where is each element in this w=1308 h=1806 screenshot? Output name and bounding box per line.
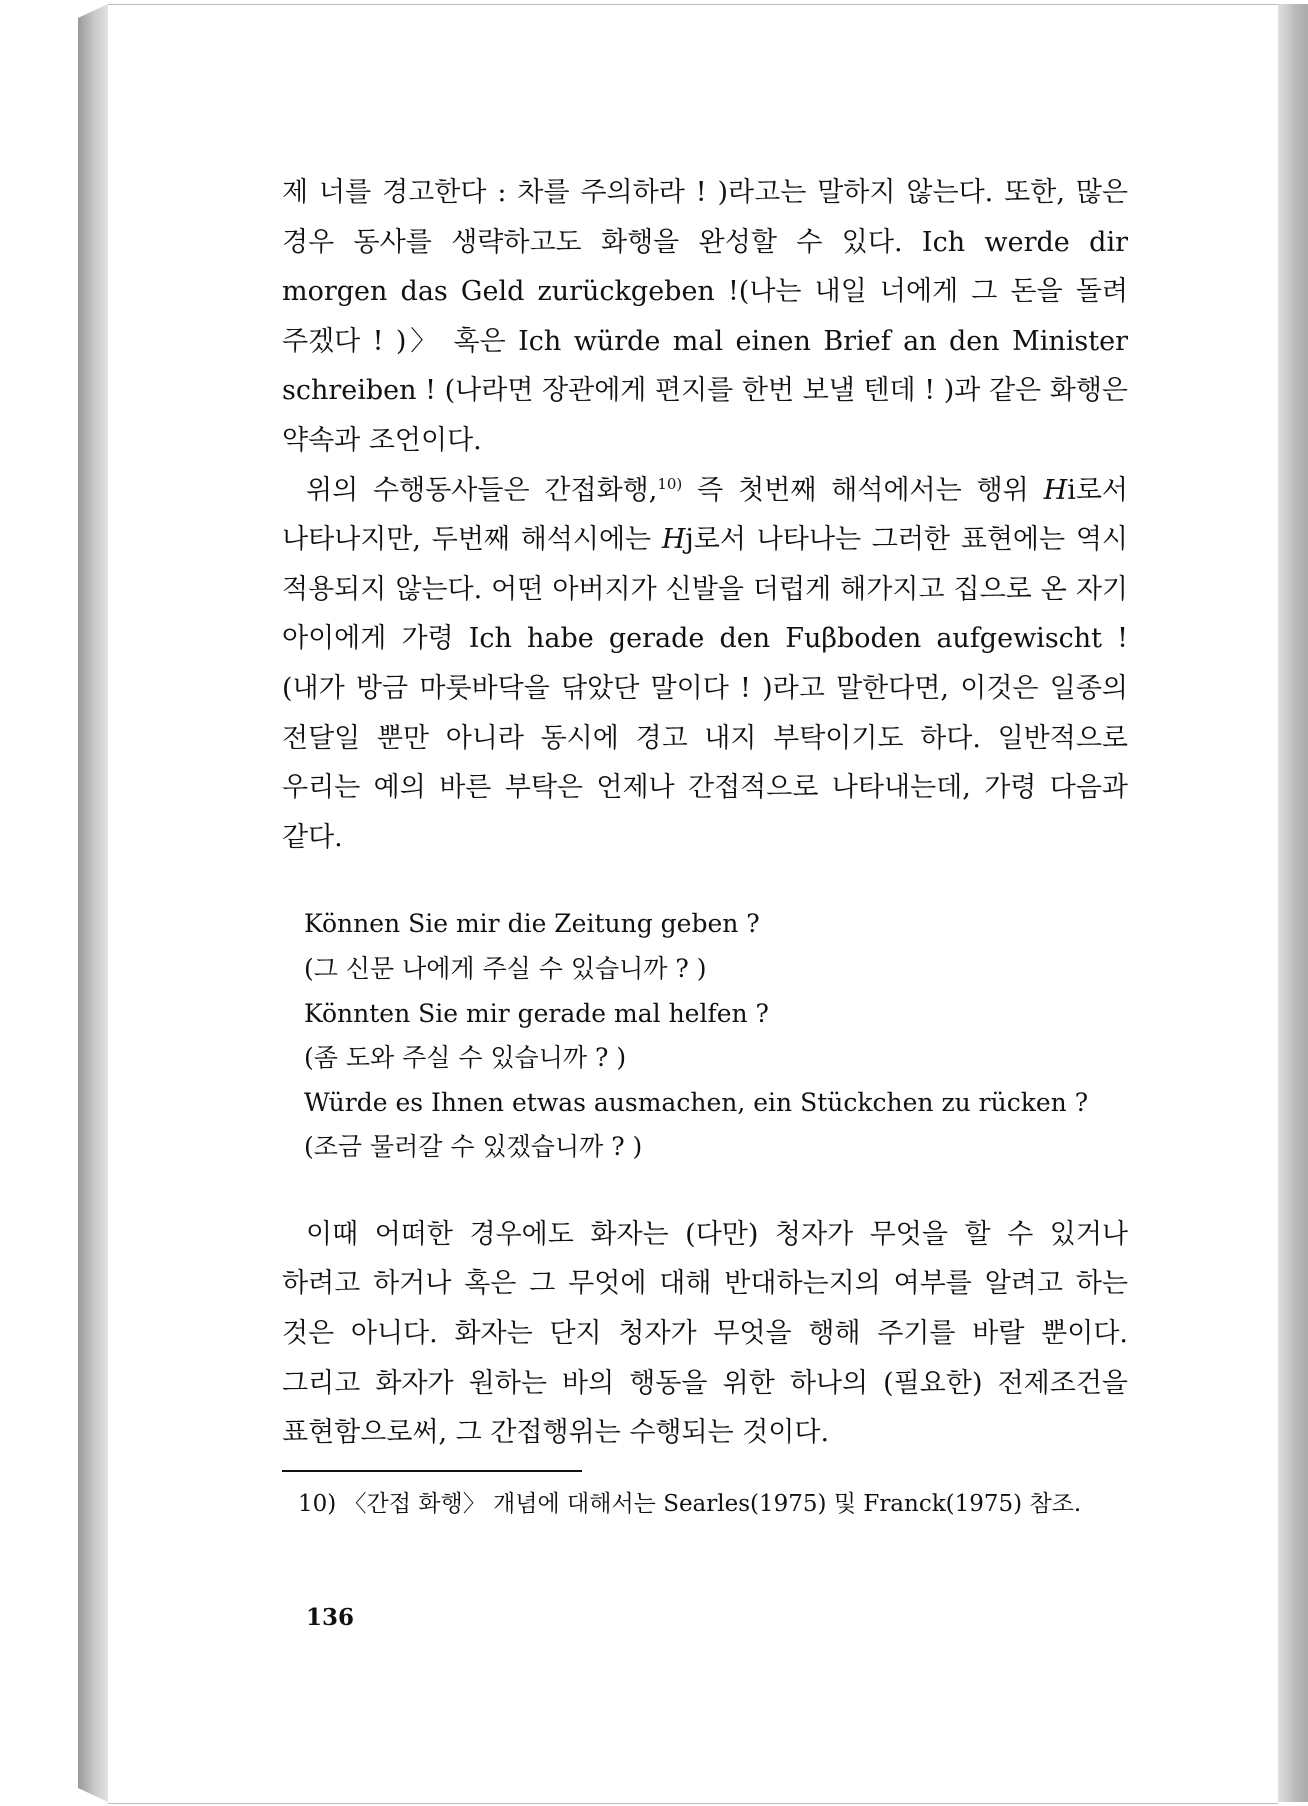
page-edge-shadow [1278,4,1308,1802]
paragraph-2-part-c: i로서 나타나지만, 두번째 해석시에는 [282,474,1128,556]
page-number: 136 [306,1604,355,1631]
example-line: Würde es Ihnen etwas ausmachen, ein Stückchen zu rücken ? [304,1087,1089,1117]
example-line: (좀 도와 주실 수 있습니까 ? ) [304,1043,627,1073]
paragraph-1: 제 너를 경고한다 : 차를 주의하라 ! )라고는 말하지 않는다. 또한, 많은 경우 동사를 생략하고도 화행을 완성할 수 있다. Ich werde dir morgen das Geld zurückgeben !(나는 내일 너에게 그 돈을 돌려 주겠다 ! )〉 혹은 Ich würde mal einen Brief an den Minister schreiben ! (나라면 장관에게 편지를 한번 보낼 텐데 ! )과 같은 화행은 약속과 조언이다. [282,177,1128,456]
example-line: Können Sie mir die Zeitung geben ? [304,909,760,939]
paragraph-2 [282,466,1128,863]
example-line: Könnten Sie mir gerade mal helfen ? [304,998,769,1028]
book-spine [78,4,108,1802]
closing-paragraph: 이때 어떠한 경우에도 화자는 (다만) 청자가 무엇을 할 수 있거나 하려고 하거나 혹은 그 무엇에 대해 반대하는지의 여부를 알려고 하는 것은 아니다. 화자는 단지 청자가 무엇을 행해 주기를 바랄 뿐이다. 그리고 화자가 원하는 바의 행동을 위한 하나의 (필요한) 전제조건을 표현함으로써, 그 간접행위는 수행되는 것이다. [282,1218,1128,1449]
footnote-divider [282,1470,582,1472]
paragraph-2-part-a: 위의 수행동사들은 간접화행, [306,474,658,506]
paragraph-2-part-b: 즉 첫번째 해석에서는 행위 [682,474,1044,506]
paragraph-2-part-d: j로서 나타나는 그러한 표현에는 역시 적용되지 않는다. 어떤 아버지가 신발을 더럽게 해가지고 집으로 온 자기 아이에게 가령 Ich habe gerade den Fuβboden aufgewischt !(내가 방금 마룻바닥을 닦았단 말이다 ! )라고 말한다면, 이것은 일종의 전달일 뿐만 아니라 동시에 경고 내지 부탁이기도 하다. 일반적으로 우리는 예의 바른 부탁은 언제나 간접적으로 나타내는데, 가령 다음과 같다. [282,524,1128,853]
symbol-h-2: H [661,524,686,556]
footnote-ref: 10) [657,474,683,493]
footnote: 10) 〈간접 화행〉 개념에 대해서는 Searles(1975) 및 Franck(1975) 참조. [298,1490,1082,1517]
example-line: (그 신문 나에게 주실 수 있습니까 ? ) [304,953,707,983]
page-content [282,168,1128,1524]
example-line: (조금 물러갈 수 있겠습니까 ? ) [304,1132,643,1162]
example-sentences [304,902,1128,1170]
symbol-h-1: H [1043,474,1068,506]
